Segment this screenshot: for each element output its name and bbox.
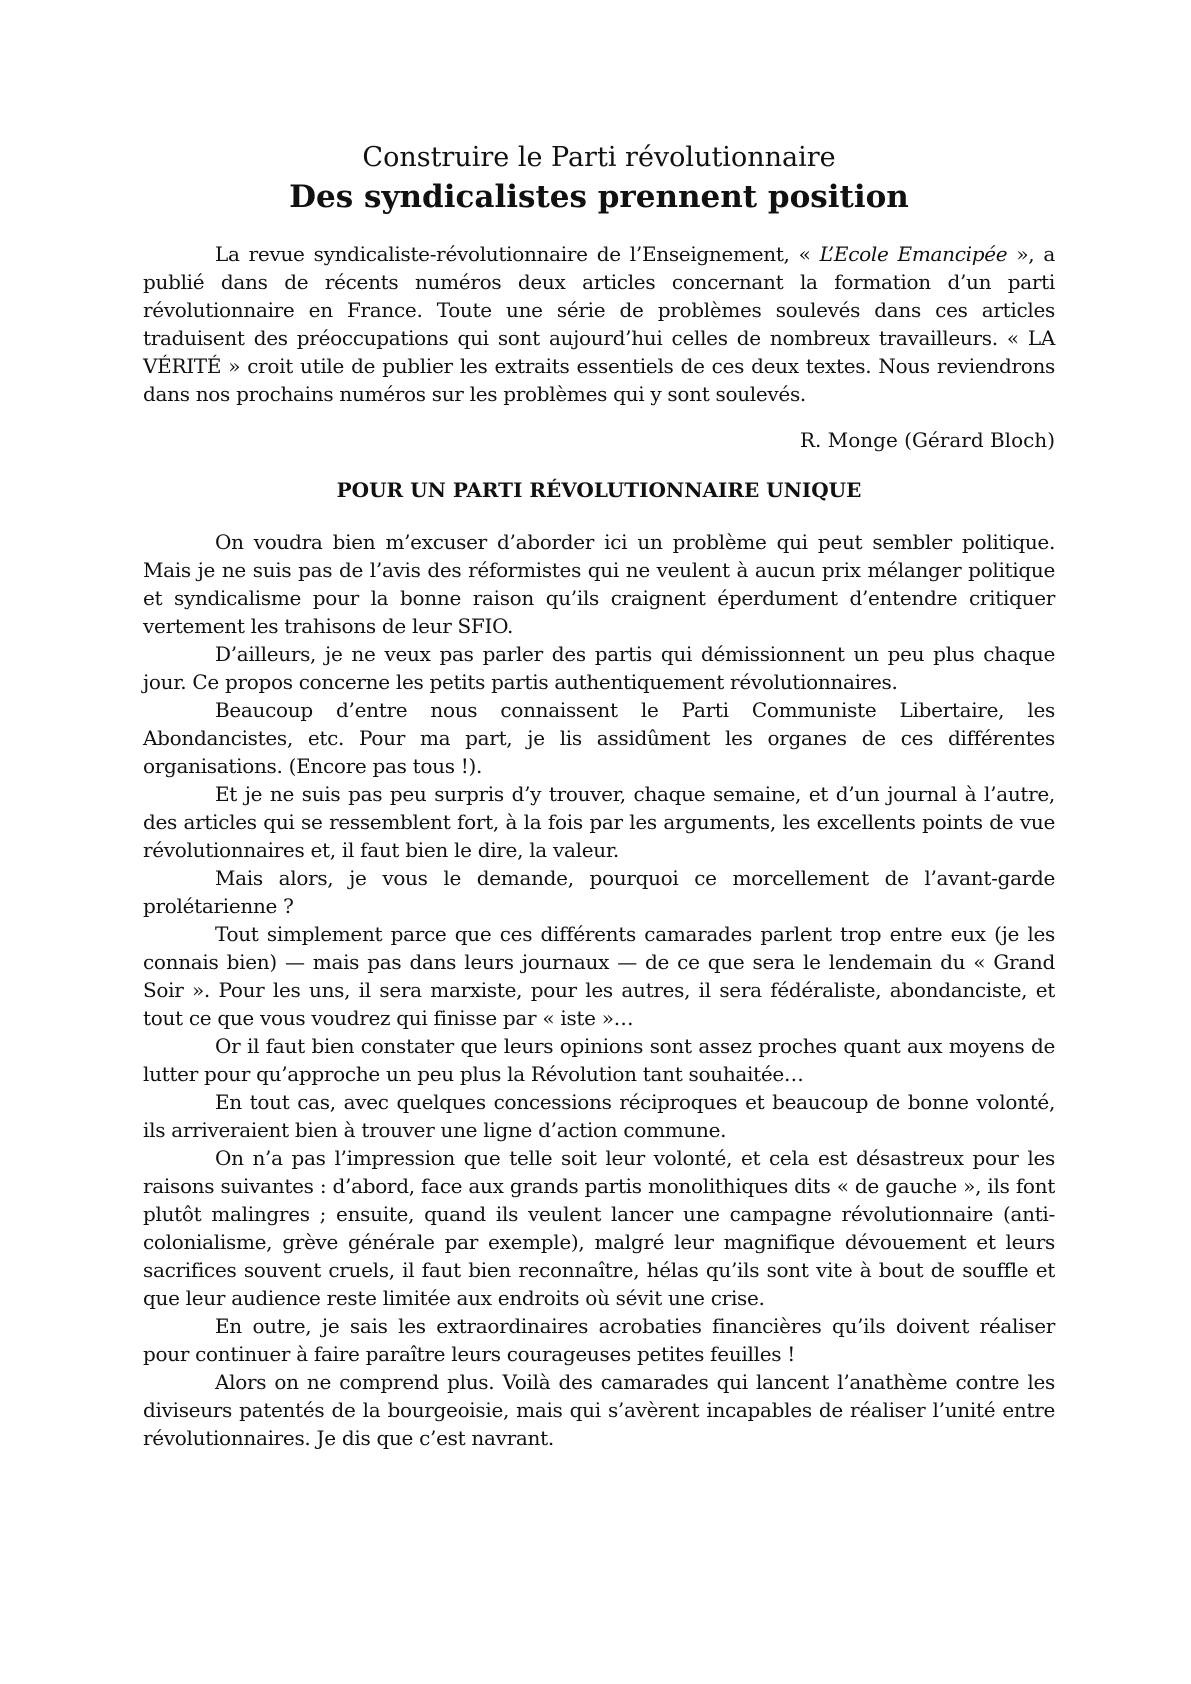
intro-paragraph [143, 240, 1055, 408]
document-page [143, 140, 1055, 1452]
body-paragraph: D’ailleurs, je ne veux pas parler des partis qui démissionnent un peu plus chaque jour. Ce propos concerne les petits partis authentiquement révolutionnaires. [143, 642, 1055, 694]
section-heading: POUR UN PARTI RÉVOLUTIONNAIRE UNIQUE [336, 478, 862, 502]
body-paragraph: Or il faut bien constater que leurs opinions sont assez proches quant aux moyens de lutter pour qu’approche un peu plus la Révolution tant souhaitée… [143, 1034, 1055, 1086]
body-paragraph: Tout simplement parce que ces différents camarades parlent trop entre eux (je les connais bien) — mais pas dans leurs journaux — de ce que sera le lendemain du « Grand Soir ». Pour les uns, il sera marxiste, pour les autres, il sera fédéraliste, abondanciste, et tout ce que vous voudrez qui finisse par « iste »… [143, 922, 1055, 1030]
body-paragraph: Alors on ne comprend plus. Voilà des camarades qui lancent l’anathème contre les diviseurs patentés de la bourgeoisie, mais qui s’avèrent incapables de réaliser l’unité entre révolutionnaires. Je dis que c’est navrant. [143, 1370, 1055, 1450]
article-title: Des syndicalistes prennent position [289, 179, 909, 215]
article-kicker: Construire le Parti révolutionnaire [362, 142, 836, 173]
body-paragraph: Et je ne suis pas peu surpris d’y trouver, chaque semaine, et d’un journal à l’autre, des articles qui se ressemblent fort, à la fois par les arguments, les excellents points de vue révolutionnaires et, il faut bien le dire, la valeur. [143, 782, 1055, 862]
body-paragraph: En outre, je sais les extraordinaires acrobaties financières qu’ils doivent réaliser pour continuer à faire paraître leurs courageuses petites feuilles ! [143, 1314, 1055, 1366]
body-paragraph: En tout cas, avec quelques concessions réciproques et beaucoup de bonne volonté, ils arriveraient bien à trouver une ligne d’action commune. [143, 1090, 1055, 1142]
intro-text-part1: La revue syndicaliste-révolutionnaire de l’Enseignement, « [215, 242, 820, 266]
body-paragraph: On n’a pas l’impression que telle soit leur volonté, et cela est désastreux pour les raisons suivantes : d’abord, face aux grands partis monolithiques dits « de gauche », ils font plutôt malingres ; ensuite, quand ils veulent lancer une campagne révolutionnaire (anti-colonialisme, grève générale par exemple), malgré leur magnifique dévouement et leurs sacrifices souvent cruels, il faut bien reconnaître, hélas qu’ils sont vite à bout de souffle et que leur audience reste limitée aux endroits où sévit une crise. [143, 1146, 1055, 1310]
body-paragraph: Mais alors, je vous le demande, pourquoi ce morcellement de l’avant-garde prolétarienne ? [143, 866, 1055, 918]
author-signature: R. Monge (Gérard Bloch) [799, 428, 1055, 452]
body-paragraph: On voudra bien m’excuser d’aborder ici un problème qui peut sembler politique. Mais je ne suis pas de l’avis des réformistes qui ne veulent à aucun prix mélanger politique et syndicalisme pour la bonne raison qu’ils craignent éperdument d’entendre critiquer vertement les trahisons de leur SFIO. [143, 530, 1055, 638]
journal-name: L’Ecole Emancipée [819, 242, 1008, 266]
body-paragraph: Beaucoup d’entre nous connaissent le Parti Communiste Libertaire, les Abondancistes, etc. Pour ma part, je lis assidûment les organes de ces différentes organisations. (Encore pas tous !). [143, 698, 1055, 778]
intro-text-part2: », a publié dans de récents numéros deux articles concernant la formation d’un parti révolutionnaire en France. Toute une série de problèmes soulevés dans ces articles traduisent des préoccupations qui sont aujourd’hui celles de nombreux travailleurs. « LA VÉRITÉ » croit utile de publier les extraits essentiels de ces deux textes. Nous reviendrons dans nos prochains numéros sur les problèmes qui y sont soulevés. [143, 242, 1056, 406]
section-body [143, 528, 1055, 1452]
